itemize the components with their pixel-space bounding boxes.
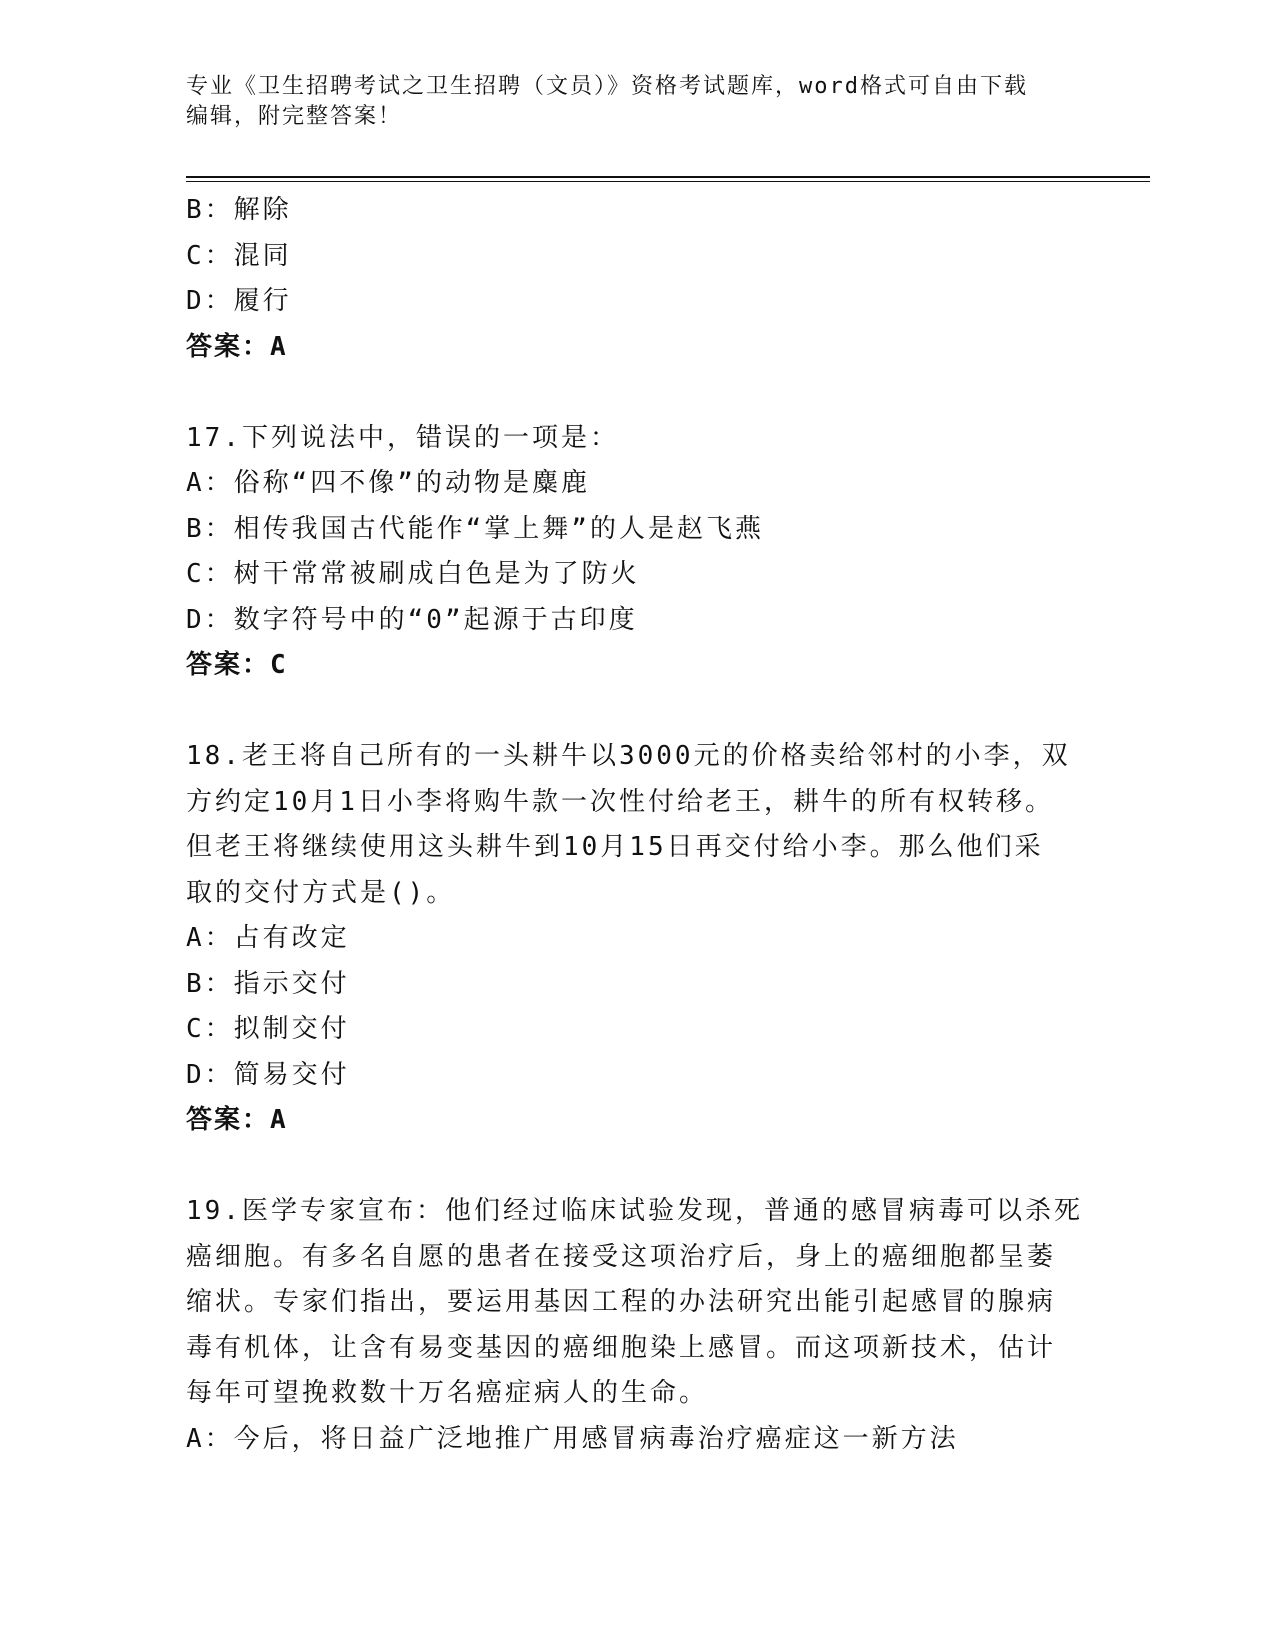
question-17 (186, 416, 1086, 689)
option-b: B：指示交付 (186, 968, 350, 999)
option-d: D：履行 (186, 286, 292, 316)
option-a: A：俗称“四不像”的动物是麋鹿 (186, 468, 590, 498)
header-divider-thick (186, 176, 1150, 178)
option-a: A：占有改定 (186, 923, 350, 953)
previous-question-block (186, 188, 1086, 370)
option-c: C：拟制交付 (186, 1014, 350, 1044)
question-stem-line: 19.医学专家宣布：他们经过临床试验发现，普通的感冒病毒可以杀死 (186, 1196, 1083, 1226)
question-stem-line: 18.老王将自己所有的一头耕牛以3000元的价格卖给邻村的小李，双 (186, 741, 1071, 771)
answer-line: 答案：A (186, 331, 288, 362)
document-header (186, 72, 1086, 132)
question-stem: 17.下列说法中，错误的一项是： (186, 422, 619, 453)
question-stem-line: 方约定10月1日小李将购牛款一次性付给老王，耕牛的所有权转移。 (186, 786, 1054, 817)
question-stem-line: 缩状。专家们指出，要运用基因工程的办法研究出能引起感冒的腺病 (186, 1287, 1057, 1317)
option-b: B：解除 (186, 195, 292, 225)
question-18 (186, 734, 1086, 1144)
option-d: D：简易交付 (186, 1059, 350, 1090)
header-divider-thin (186, 181, 1150, 182)
option-d: D：数字符号中的“0”起源于古印度 (186, 604, 638, 635)
option-c: C：混同 (186, 240, 292, 271)
header-line-1: 专业《卫生招聘考试之卫生招聘（文员）》资格考试题库，word格式可自由下载 (186, 74, 1028, 99)
option-b: B：相传我国古代能作“掌上舞”的人是赵飞燕 (186, 513, 764, 544)
question-content (186, 188, 1086, 1462)
header-line-2: 编辑，附完整答案！ (186, 104, 403, 129)
option-a: A：今后，将日益广泛地推广用感冒病毒治疗癌症这一新方法 (186, 1423, 959, 1454)
answer-line: 答案：A (186, 1105, 288, 1135)
answer-line: 答案：C (186, 650, 288, 680)
question-stem-line: 每年可望挽救数十万名癌症病人的生命。 (186, 1378, 709, 1408)
option-c: C：树干常常被刷成白色是为了防火 (186, 559, 640, 589)
question-stem-line: 但老王将继续使用这头耕牛到10月15日再交付给小李。那么他们采 (186, 832, 1044, 862)
question-stem-line: 毒有机体，让含有易变基因的癌细胞染上感冒。而这项新技术，估计 (186, 1332, 1057, 1363)
question-19 (186, 1189, 1086, 1462)
question-stem-line: 取的交付方式是()。 (186, 877, 456, 908)
question-stem-line: 癌细胞。有多名自愿的患者在接受这项治疗后，身上的癌细胞都呈萎 (186, 1241, 1057, 1272)
